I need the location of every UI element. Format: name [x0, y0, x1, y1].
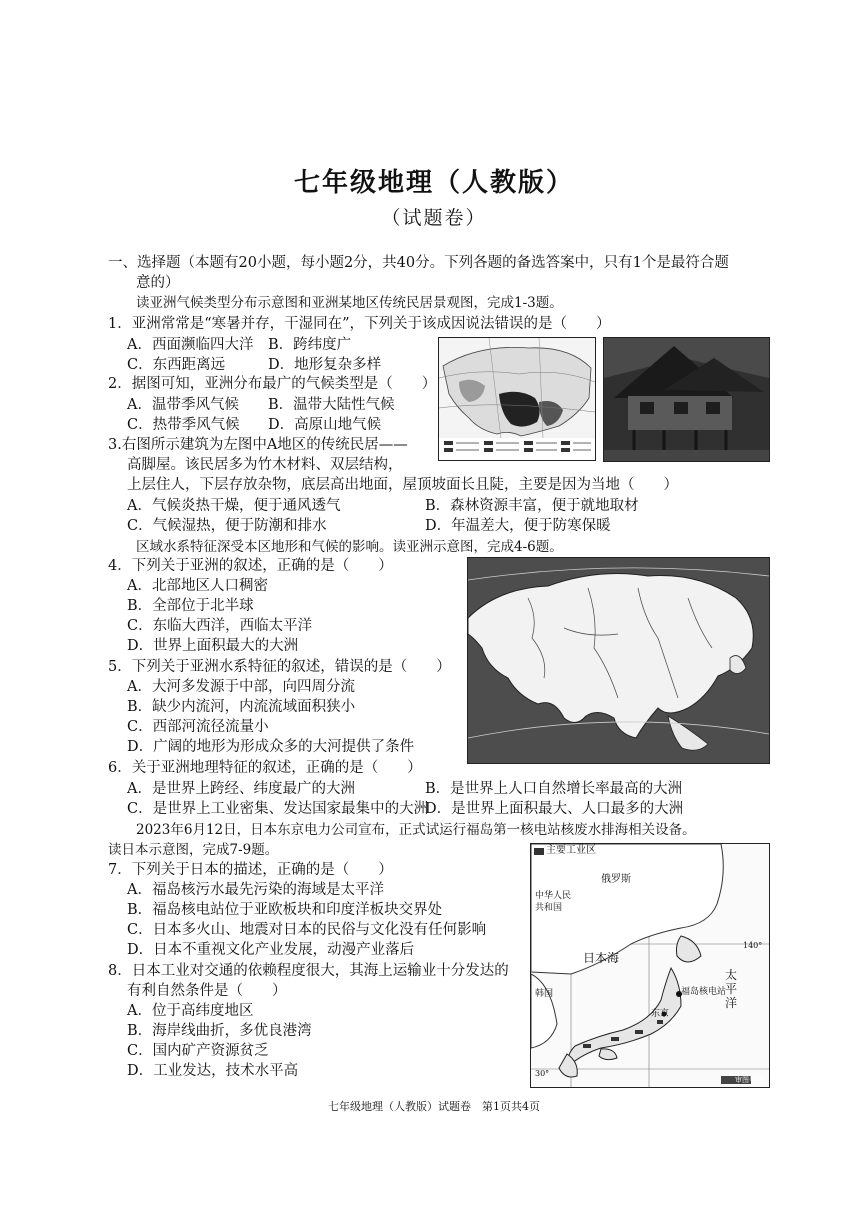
q5-option-b: B．缺少内流河，内流流域面积狭小 — [127, 699, 356, 715]
japan-map-legend: 主要工业区 — [546, 845, 596, 856]
japan-map-label-tokyo: 东京 — [651, 1009, 670, 1019]
q5-option-d: D．广阔的地形为形成众多的大河提供了条件 — [127, 739, 415, 755]
asia-outline-map — [467, 557, 770, 764]
q2-option-c: C．热带季风气候 — [127, 417, 240, 433]
q6-option-a: A．是世界上跨经、纬度最广的大洲 — [127, 781, 355, 797]
q3-option-c: C．气候湿热，便于防潮和排水 — [127, 518, 327, 534]
q2-option-b: B．温带大陆性气候 — [268, 397, 395, 413]
japan-map-lon-tick: 30° — [535, 1069, 550, 1078]
q1-option-a: A．西面濒临四大洋 — [127, 337, 254, 353]
intro-q4-6: 区域水系特征深受本区地形和气候的影响。读亚洲示意图，完成4-6题。 — [136, 539, 563, 555]
stilt-house-drawing — [604, 338, 769, 461]
japan-map — [530, 843, 770, 1088]
intro-q7-9-line2: 读日本示意图，完成7-9题。 — [108, 842, 279, 858]
page-footer: 七年级地理（人教版）试题卷 第1页共4页 — [328, 1100, 540, 1113]
asia-climate-map — [438, 337, 596, 461]
japan-map-label-ocean: 太平洋 — [725, 968, 738, 1010]
q1-option-b: B．跨纬度广 — [268, 337, 352, 353]
stilt-house-photo — [603, 337, 770, 462]
page-subtitle: （试题卷） — [381, 207, 487, 229]
japan-map-drawing — [531, 844, 769, 1087]
intro-q7-9-line1: 2023年6月12日，日本东京电力公司宣布，正式试运行福岛第一核电站核废水排海相关设备。 — [136, 822, 696, 838]
q1-stem: 1．亚洲常常是“寒暑并存，干湿同在”，下列关于该成因说法错误的是（ ） — [108, 316, 611, 332]
q7-option-b: B．福岛核电站位于亚欧板块和印度洋板块交界处 — [127, 902, 443, 918]
q2-option-a: A．温带季风气候 — [127, 397, 239, 413]
japan-map-label-korea: 韩国 — [535, 989, 554, 999]
q4-option-d: D．世界上面积最大的大洲 — [127, 638, 299, 654]
q3-option-d: D．年温差大，便于防寒保暖 — [425, 518, 611, 534]
asia-climate-map-drawing — [439, 338, 595, 460]
japan-map-label-china: 中华人民共和国 — [535, 891, 572, 913]
japan-map-label-sea: 日本海 — [583, 951, 620, 965]
q3-stem-line2: 高脚屋。该民居多为竹木材料、双层结构， — [127, 457, 403, 473]
q7-option-d: D．日本不重视文化产业发展，动漫产业落后 — [127, 942, 415, 958]
q2-option-d: D．高原山地气候 — [268, 417, 382, 433]
q6-option-d: D．是世界上面积最大、人口最多的大洲 — [425, 801, 684, 817]
q2-stem: 2．据图可知，亚洲分布最广的气候类型是（ ） — [108, 376, 437, 392]
page-title: 七年级地理（人教版） — [293, 168, 574, 198]
q4-option-b: B．全部位于北半球 — [127, 598, 254, 614]
q4-option-c: C．东临大西洋，西临太平洋 — [127, 618, 313, 634]
japan-map-label-fukushima: 福岛核电站 — [681, 987, 727, 997]
q8-option-c: C．国内矿产资源贫乏 — [127, 1043, 269, 1059]
intro-q1-3: 读亚洲气候类型分布示意图和亚洲某地区传统民居景观图，完成1-3题。 — [136, 295, 563, 311]
japan-map-lat-tick: 140° — [743, 941, 763, 950]
section-heading: 一、选择题（本题有20小题，每小题2分，共40分。下列各题的备选答案中，只有1个是最符合题 — [108, 255, 729, 271]
q1-option-c: C．东西距离远 — [127, 357, 226, 373]
q7-option-a: A．福岛核污水最先污染的海域是太平洋 — [127, 882, 384, 898]
q8-option-d: D．工业发达，技术水平高 — [127, 1063, 299, 1079]
q4-option-a: A．北部地区人口稠密 — [127, 578, 268, 594]
q7-option-c: C．日本多火山、地震对日本的民俗与文化没有任何影响 — [127, 922, 487, 938]
q5-option-c: C．西部河流径流量小 — [127, 719, 269, 735]
q3-option-b: B．森林资源丰富，便于就地取材 — [425, 498, 639, 514]
q4-stem: 4．下列关于亚洲的叙述，正确的是（ ） — [108, 558, 393, 574]
q7-stem: 7．下列关于日本的描述，正确的是（ ） — [108, 862, 393, 878]
q5-option-a: A．大河多发源于中部，向四周分流 — [127, 679, 355, 695]
q3-stem-line1: 3.右图所示建筑为左图中A地区的传统民居—— — [108, 437, 408, 453]
q8-stem-line2: 有利自然条件是（ ） — [127, 983, 287, 999]
asia-outline-map-drawing — [468, 558, 769, 763]
q5-stem: 5．下列关于亚洲水系特征的叙述，错误的是（ ） — [108, 659, 451, 675]
q8-option-a: A．位于高纬度地区 — [127, 1003, 254, 1019]
japan-map-label-russia: 俄罗斯 — [601, 874, 631, 885]
q8-stem-line1: 8．日本工业对交通的依赖程度很大，其海上运输业十分发达的 — [108, 963, 509, 979]
q8-option-b: B．海岸线曲折，多优良港湾 — [127, 1023, 312, 1039]
section-heading-cont: 意的） — [136, 275, 180, 291]
q6-option-b: B．是世界上人口自然增长率最高的大洲 — [425, 781, 683, 797]
q6-option-c: C．是世界上工业密集、发达国家最集中的大洲 — [127, 801, 429, 817]
q6-stem: 6．关于亚洲地理特征的叙述，正确的是（ ） — [108, 760, 422, 776]
q3-option-a: A．气候炎热干燥，便于通风透气 — [127, 498, 341, 514]
japan-map-tag: 审图号略 — [735, 1076, 763, 1084]
q3-stem-line3: 上层住人，下层存放杂物，底层高出地面，屋顶坡面长且陡，主要是因为当地（ ） — [127, 477, 678, 493]
q1-option-d: D．地形复杂多样 — [268, 357, 382, 373]
